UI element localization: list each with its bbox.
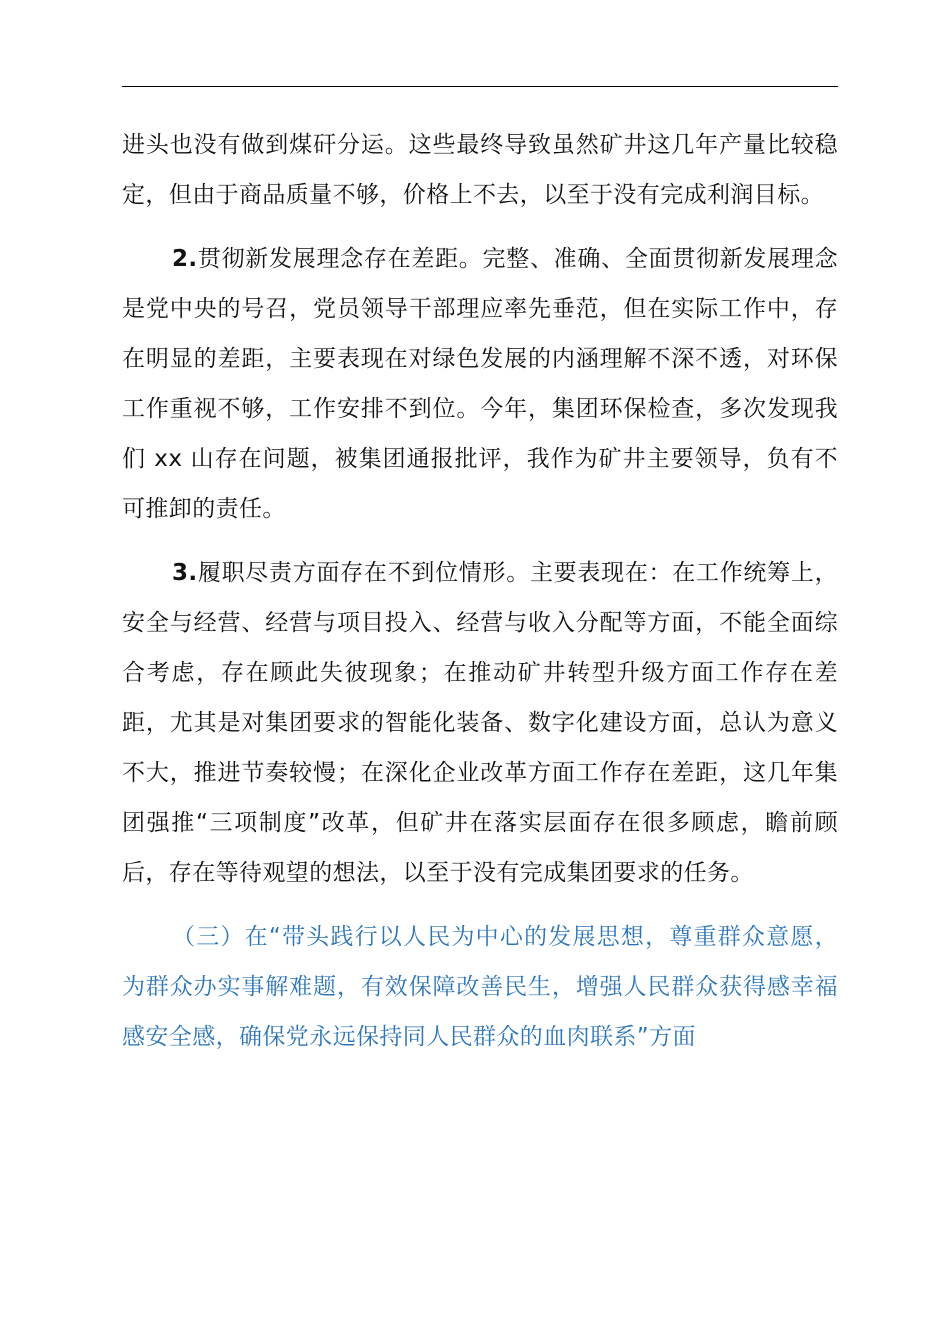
item-number-3: 3.	[172, 560, 198, 586]
paragraph-item-3	[122, 548, 838, 898]
header-rule	[122, 86, 838, 87]
document-body	[122, 120, 838, 1062]
item-text-3: 履职尽责方面存在不到位情形。主要表现在：在工作统筹上，安全与经营、经营与项目投入、经营与收入分配等方面，不能全面综合考虑，存在顾此失彼现象；在推动矿井转型升级方面工作存在差距，尤其是对集团要求的智能化装备、数字化建设方面，总认为意义不大，推进节奏较慢；在深化企业改革方面工作存在差距，这几年集团强推“三项制度”改革，但矿井在落实层面存在很多顾虑，瞻前顾后，存在等待观望的想法，以至于没有完成集团要求的任务。	[122, 560, 838, 886]
paragraph-item-2	[122, 234, 838, 534]
item-text-2: 贯彻新发展理念存在差距。完整、准确、全面贯彻新发展理念是党中央的号召，党员领导干部理应率先垂范，但在实际工作中，存在明显的差距，主要表现在对绿色发展的内涵理解不深不透，对环保工作重视不够，工作安排不到位。今年，集团环保检查，多次发现我们 xx 山存在问题，被集团通报批评，我作为矿井主要领导，负有不可推卸的责任。	[122, 246, 838, 522]
paragraph-continuation: 进头也没有做到煤矸分运。这些最终导致虽然矿井这几年产量比较稳定，但由于商品质量不够，价格上不去，以至于没有完成利润目标。	[122, 132, 838, 208]
item-number-2: 2.	[172, 246, 198, 272]
section-heading-3: （三）在“带头践行以人民为中心的发展思想，尊重群众意愿，为群众办实事解难题，有效保障改善民生，增强人民群众获得感幸福感安全感，确保党永远保持同人民群众的血肉联系”方面	[122, 924, 838, 1050]
